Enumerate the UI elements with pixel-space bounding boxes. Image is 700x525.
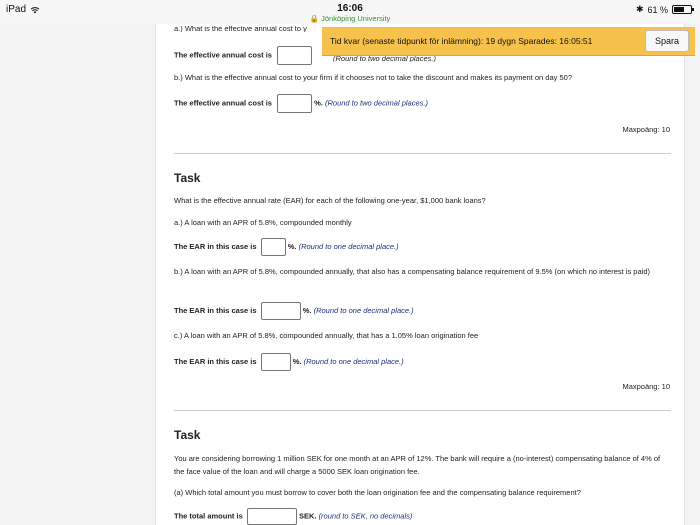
clock: 16:06 (337, 3, 363, 14)
question-2a: a.) A loan with an APR of 5.8%, compounded monthly (174, 218, 352, 227)
unit-label: %. (314, 98, 323, 108)
domain-label: Jönköping University (321, 14, 391, 23)
status-bar (0, 0, 700, 24)
rounding-hint: (Round to one decimal place.) (313, 305, 414, 315)
time-remaining-banner (322, 27, 695, 56)
unit-label: %. (292, 356, 302, 366)
question-1b: b.) What is the effective annual cost to your firm if it chooses not to take the discount and makes its payment on day 50? (174, 73, 572, 82)
answer-input-2b[interactable] (261, 302, 301, 320)
question-2c: c.) A loan with an APR of 5.8%, compounded annually, that has a 1.05% loan origination fee (174, 331, 479, 340)
hint-1a-cut: (Round to two decimal places.) (333, 56, 436, 62)
assignment-page (155, 24, 685, 525)
question-a-cut: a.) What is the effective annual cost to y (174, 26, 307, 32)
answer-input-3a[interactable] (247, 508, 297, 525)
max-points-2: Maxpoäng: 10 (622, 382, 670, 391)
save-button[interactable]: Spara (645, 30, 689, 52)
task-intro-3: You are considering borrowing 1 million SEK for one month at an APR of 12%. The bank will require a (no-interest) compensating balance of 4% of the face value of the loan and will charge a 5000 SEK loan origination fee. (174, 454, 661, 476)
answer-row-2b (174, 302, 414, 320)
battery-icon (672, 5, 692, 14)
task-heading-3: Task (174, 428, 201, 442)
divider (174, 410, 671, 411)
question-3a: (a) Which total amount you must borrow to cover both the loan origination fee and the compensating balance requirement? (174, 488, 581, 497)
answer-row-3a (174, 508, 412, 525)
answer-label: The EAR in this case is (174, 356, 257, 366)
rounding-hint: (Round to one decimal place.) (298, 241, 399, 251)
battery-percent: 61 % (647, 4, 668, 15)
unit-label: %. (302, 305, 312, 315)
answer-input-1a[interactable] (277, 46, 312, 65)
answer-label: The effective annual cost is (174, 50, 272, 60)
answer-label: The total amount is (174, 511, 243, 521)
answer-row-1a (174, 46, 312, 65)
rounding-hint: (Round to one decimal place.) (303, 356, 404, 366)
device-name: iPad (6, 4, 27, 15)
rounding-hint: (Round to two decimal places.) (325, 98, 428, 108)
status-right (636, 4, 692, 15)
task-heading-2: Task (174, 171, 201, 185)
answer-input-2a[interactable] (261, 238, 286, 256)
max-points-1: Maxpoäng: 10 (622, 125, 670, 134)
answer-input-2c[interactable] (261, 353, 291, 371)
rounding-hint: (round to SEK, no decimals) (318, 511, 413, 521)
task-intro-2: What is the effective annual rate (EAR) for each of the following one-year, $1,000 bank loans? (174, 196, 486, 205)
answer-input-1b[interactable] (277, 94, 312, 113)
question-2b: b.) A loan with an APR of 5.8%, compounded annually, that also has a compensating balance requirement of 9.5% (on which no interest is paid) (174, 267, 650, 276)
site-domain (0, 14, 700, 23)
time-remaining-text: Tid kvar (senaste tidpunkt för inlämning): 19 dygn Sparades: 16:05:51 (330, 36, 593, 46)
divider (174, 153, 671, 154)
answer-row-2c (174, 353, 404, 371)
lock-icon: 🔒 (309, 14, 320, 23)
unit-label: SEK. (298, 511, 317, 521)
answer-label: The EAR in this case is (174, 305, 257, 315)
answer-label: The effective annual cost is (174, 98, 272, 108)
unit-label: %. (287, 241, 297, 251)
answer-row-1b (174, 94, 428, 113)
answer-row-2a (174, 238, 399, 256)
bluetooth-icon: ✱ (635, 4, 644, 14)
answer-label: The EAR in this case is (174, 241, 257, 251)
